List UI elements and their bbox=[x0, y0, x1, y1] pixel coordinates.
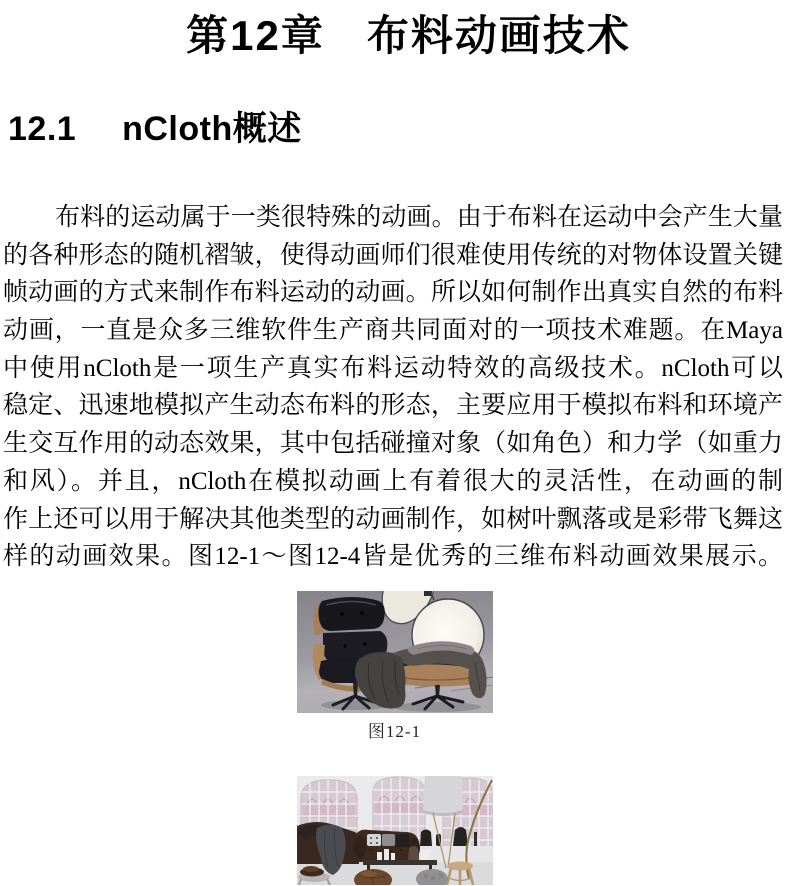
paragraph-line: 生交互作用的动态效果，其中包括碰撞对象（如角色）和力学（如重力 bbox=[3, 430, 783, 458]
section-heading bbox=[8, 108, 789, 150]
section-number: 12.1 bbox=[8, 110, 77, 148]
figure-12-2-image bbox=[297, 776, 493, 885]
figure-12-1 bbox=[297, 591, 493, 743]
body-paragraph bbox=[3, 199, 783, 576]
paragraph-line: 的各种形态的随机褶皱，使得动画师们很难使用传统的对物体设置关键 bbox=[3, 241, 783, 269]
paragraph-line: 稳定、迅速地模拟产生动态布料的形态，主要应用于模拟布料和环境产 bbox=[3, 392, 783, 420]
paragraph-line: 和风）。并且，nCloth在模拟动画上有着很大的灵活性，在动画的制 bbox=[3, 467, 783, 495]
figure-12-1-image bbox=[297, 591, 493, 713]
section-title: nCloth概述 bbox=[122, 110, 302, 148]
paragraph-line: 动画，一直是众多三维软件生产商共同面对的一项技术难题。在Maya bbox=[3, 317, 783, 345]
figure-12-2 bbox=[297, 776, 493, 885]
paragraph-line: 帧动画的方式来制作布料运动的动画。所以如何制作出真实自然的布料 bbox=[3, 279, 783, 307]
paragraph-line: 布料的运动属于一类很特殊的动画。由于布料在运动中会产生大量 bbox=[55, 204, 783, 231]
paragraph-line: 作上还可以用于解决其他类型的动画制作，如树叶飘落或是彩带飞舞这 bbox=[3, 505, 783, 533]
paragraph-line: 中使用nCloth是一项生产真实布料运动特效的高级技术。nCloth可以 bbox=[3, 354, 783, 382]
paragraph-line: 样的动画效果。图12-1～图12-4皆是优秀的三维布料动画效果展示。 bbox=[3, 543, 783, 571]
chapter-title: 布料动画技术 bbox=[366, 12, 631, 59]
figure-caption: 图12-1 bbox=[367, 721, 422, 741]
chapter-heading bbox=[0, 10, 789, 62]
chapter-number: 第12章 bbox=[186, 12, 325, 59]
